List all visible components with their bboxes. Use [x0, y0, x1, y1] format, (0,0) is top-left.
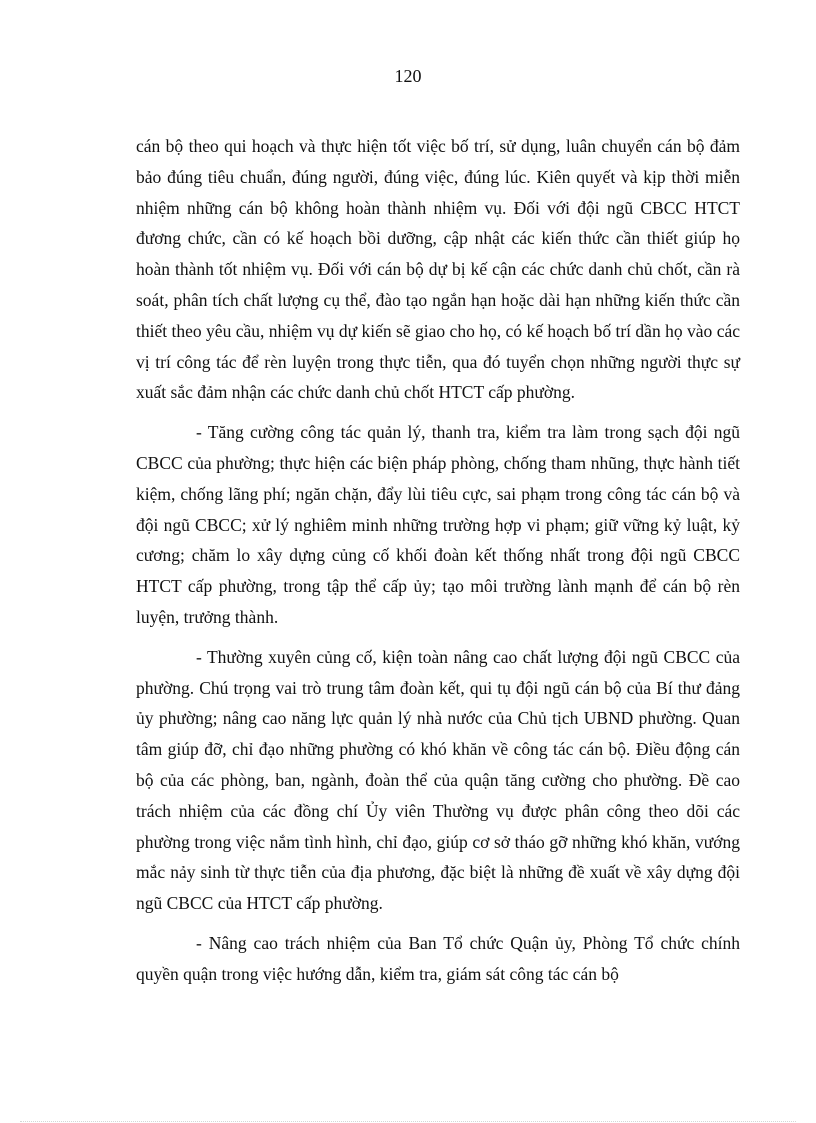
document-body	[136, 131, 740, 990]
paragraph-responsibility: - Nâng cao trách nhiệm của Ban Tổ chức Quận ủy, Phòng Tổ chức chính quyền quận trong việc hướng dẫn, kiểm tra, giám sát công tác cán bộ	[136, 932, 740, 984]
page-number: 120	[394, 66, 422, 86]
page-bottom-divider	[20, 1121, 796, 1122]
paragraph-management-inspection: - Tăng cường công tác quản lý, thanh tra, kiểm tra làm trong sạch đội ngũ CBCC của phường; thực hiện các biện pháp phòng, chống tham nhũng, thực hành tiết kiệm, chống lãng phí; ngăn chặn, đẩy lùi tiêu cực, sai phạm trong công tác cán bộ và đội ngũ CBCC; xử lý nghiêm minh những trường hợp vi phạm; giữ vững kỷ luật, kỷ cương; chăm lo xây dựng củng cố khối đoàn kết thống nhất trong đội ngũ CBCC HTCT cấp phường, trong tập thể cấp ủy; tạo môi trường lành mạnh để cán bộ rèn luyện, trưởng thành.	[136, 422, 740, 627]
paragraph-continuation: cán bộ theo qui hoạch và thực hiện tốt việc bố trí, sử dụng, luân chuyển cán bộ đảm bảo đúng tiêu chuẩn, đúng người, đúng việc, đúng lúc. Kiên quyết và kịp thời miễn nhiệm những cán bộ không hoàn thành nhiệm vụ. Đối với đội ngũ CBCC HTCT đương chức, cần có kế hoạch bồi dưỡng, cập nhật các kiến thức cần thiết giúp họ hoàn thành tốt nhiệm vụ. Đối với cán bộ dự bị kế cận các chức danh chủ chốt, cần rà soát, phân tích chất lượng cụ thể, đào tạo ngắn hạn hoặc dài hạn những kiến thức cần thiết theo yêu cầu, nhiệm vụ dự kiến sẽ giao cho họ, có kế hoạch bố trí dần họ vào các vị trí công tác để rèn luyện trong thực tiễn, qua đó tuyển chọn những người thực sự xuất sắc đảm nhận các chức danh chủ chốt HTCT cấp phường.	[136, 136, 740, 403]
paragraph-consolidation: - Thường xuyên củng cố, kiện toàn nâng cao chất lượng đội ngũ CBCC của phường. Chú trọng vai trò trung tâm đoàn kết, qui tụ đội ngũ cán bộ của Bí thư đảng ủy phường; nâng cao năng lực quản lý nhà nước của Chủ tịch UBND phường. Quan tâm giúp đỡ, chỉ đạo những phường có khó khăn về công tác cán bộ. Điều động cán bộ của các phòng, ban, ngành, đoàn thể của quận tăng cường cho phường. Đề cao trách nhiệm của các đồng chí Ủy viên Thường vụ được phân công theo dõi các phường trong việc nắm tình hình, chỉ đạo, giúp cơ sở tháo gỡ những khó khăn, vướng mắc nảy sinh từ thực tiễn của địa phương, đặc biệt là những đề xuất về xây dựng đội ngũ CBCC của HTCT cấp phường.	[136, 646, 740, 914]
